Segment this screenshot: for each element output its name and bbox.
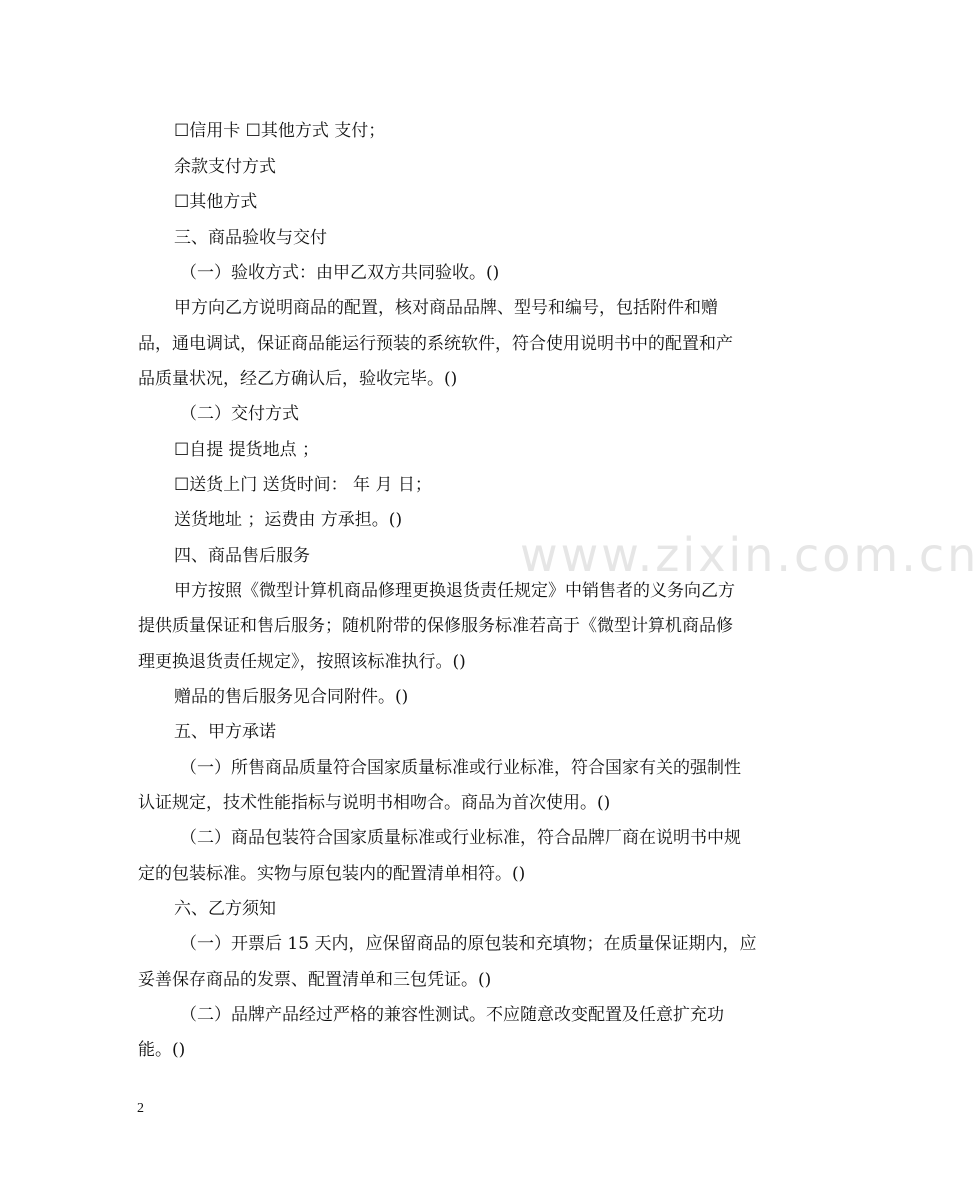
section-heading-3: 三、商品验收与交付 [174, 228, 327, 248]
gift-service-line: 赠品的售后服务见合同附件。() [174, 687, 409, 707]
paragraph-line: （一）所售商品质量符合国家质量标准或行业标准，符合国家有关的强制性 [180, 758, 741, 778]
paragraph-line: （一）开票后 15 天内，应保留商品的原包装和充填物；在质量保证期内，应 [180, 934, 757, 954]
payment-options-line: ☐信用卡 ☐其他方式 支付； [174, 121, 386, 141]
delivery-address-line: 送货地址 ；运费由 方承担。() [174, 510, 403, 530]
paragraph-line: 认证规定，技术性能指标与说明书相吻合。商品为首次使用。() [138, 793, 611, 813]
section-heading-6: 六、乙方须知 [174, 899, 276, 919]
self-pickup-line: ☐自提 提货地点 ； [174, 440, 320, 460]
balance-payment-label: 余款支付方式 [174, 157, 276, 177]
home-delivery-line: ☐送货上门 送货时间： 年 月 日； [174, 475, 432, 495]
delivery-method-heading: （二）交付方式 [180, 404, 299, 424]
section-heading-4: 四、商品售后服务 [174, 546, 310, 566]
paragraph-line: 定的包装标准。实物与原包装内的配置清单相符。() [138, 864, 526, 884]
paragraph-line: 提供质量保证和售后服务；随机附带的保修服务标准若高于《微型计算机商品修 [138, 616, 733, 636]
paragraph-line: 品质量状况，经乙方确认后，验收完毕。() [138, 369, 458, 389]
section-heading-5: 五、甲方承诺 [174, 722, 276, 742]
paragraph-line: 妥善保存商品的发票、配置清单和三包凭证。() [138, 970, 492, 990]
other-method-line: ☐其他方式 [174, 192, 258, 212]
paragraph-line: 甲方向乙方说明商品的配置，核对商品品牌、型号和编号，包括附件和赠 [174, 298, 718, 318]
paragraph-line: 品，通电调试，保证商品能运行预装的系统软件，符合使用说明书中的配置和产 [138, 334, 733, 354]
paragraph-line: （二）商品包装符合国家质量标准或行业标准，符合品牌厂商在说明书中规 [180, 828, 741, 848]
page-number: 2 [137, 1101, 144, 1116]
paragraph-line: 甲方按照《微型计算机商品修理更换退货责任规定》中销售者的义务向乙方 [174, 581, 735, 601]
watermark: www.zixin.com.cn [520, 528, 979, 582]
paragraph-line: （二）品牌产品经过严格的兼容性测试。不应随意改变配置及任意扩充功 [180, 1005, 724, 1025]
inspection-method-line: （一）验收方式：由甲乙双方共同验收。() [180, 263, 500, 283]
paragraph-line: 理更换退货责任规定》，按照该标准执行。() [138, 652, 466, 672]
paragraph-line: 能。() [138, 1040, 186, 1060]
